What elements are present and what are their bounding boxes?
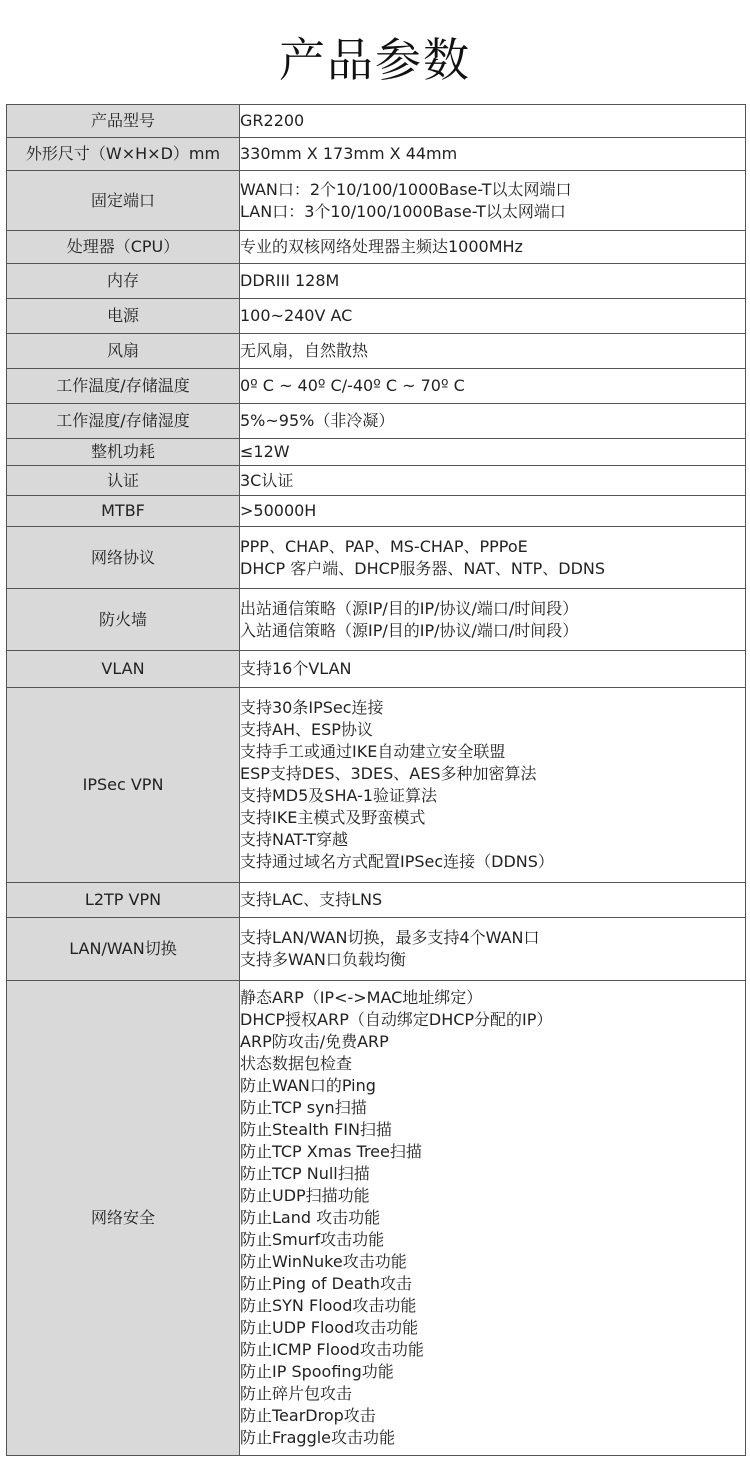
spec-label: 处理器（CPU） (7, 231, 240, 264)
spec-value-line: ARP防攻击/免费ARP (240, 1032, 389, 1051)
spec-value (240, 688, 746, 883)
spec-value-line: DHCP 客户端、DHCP服务器、NAT、NTP、DDNS (240, 558, 606, 578)
spec-value-line: 防止WAN口的Ping (240, 1076, 376, 1095)
spec-value-line: 5%~95%（非冷凝） (240, 411, 395, 430)
spec-value-line: 防止TearDrop攻击 (240, 1406, 376, 1425)
spec-value-line: 专业的双核网络处理器主频达1000MHz (240, 237, 523, 256)
spec-row (7, 369, 746, 404)
spec-label: 整机功耗 (7, 439, 240, 466)
spec-value-line: 支持NAT-T穿越 (240, 830, 349, 849)
spec-value (240, 231, 746, 264)
spec-value-line: 支持通过域名方式配置IPSec连接（DDNS） (240, 852, 554, 871)
spec-value-line: 支持手工或通过IKE自动建立安全联盟 (240, 742, 506, 761)
spec-label: IPSec VPN (7, 688, 240, 883)
spec-value-line: 防止TCP Null扫描 (240, 1164, 370, 1183)
spec-row (7, 231, 746, 264)
spec-label: 外形尺寸（W×H×D）mm (7, 138, 240, 171)
spec-row (7, 138, 746, 171)
spec-row (7, 404, 746, 439)
spec-row (7, 105, 746, 138)
spec-value-line: 防止TCP syn扫描 (240, 1098, 367, 1117)
spec-value-line: 防止TCP Xmas Tree扫描 (240, 1142, 422, 1161)
spec-label: L2TP VPN (7, 883, 240, 918)
spec-row (7, 496, 746, 527)
spec-value-line: 防止UDP扫描功能 (240, 1186, 370, 1205)
spec-value-line: DHCP授权ARP（自动绑定DHCP分配的IP） (240, 1010, 553, 1029)
spec-row (7, 527, 746, 589)
spec-value (240, 883, 746, 918)
spec-label: 电源 (7, 299, 240, 334)
spec-row (7, 918, 746, 981)
spec-label: MTBF (7, 496, 240, 527)
spec-value (240, 105, 746, 138)
spec-value-line: 防止SYN Flood攻击功能 (240, 1296, 417, 1315)
spec-value-line: 防止WinNuke攻击功能 (240, 1252, 407, 1271)
spec-row (7, 466, 746, 496)
spec-value-line: 静态ARP（IP<->MAC地址绑定） (240, 988, 483, 1007)
spec-row (7, 439, 746, 466)
spec-value-line: 支持多WAN口负载均衡 (240, 950, 406, 969)
spec-label: 工作湿度/存储湿度 (7, 404, 240, 439)
spec-value (240, 466, 746, 496)
spec-table (6, 104, 746, 1456)
spec-value-line: 支持30条IPSec连接 (240, 698, 384, 717)
spec-value-line: 防止ICMP Flood攻击功能 (240, 1340, 424, 1359)
page-title: 产品参数 (279, 33, 471, 87)
spec-row (7, 651, 746, 688)
spec-value (240, 439, 746, 466)
spec-label: 内存 (7, 264, 240, 299)
spec-value-line: 支持AH、ESP协议 (240, 720, 373, 739)
spec-value-line: ≤12W (240, 442, 290, 461)
spec-value (240, 527, 746, 589)
spec-value (240, 981, 746, 1456)
spec-value (240, 334, 746, 369)
spec-label: 网络安全 (7, 981, 240, 1456)
spec-value-line: >50000H (240, 501, 317, 520)
spec-value (240, 651, 746, 688)
spec-value (240, 589, 746, 651)
spec-value-line: 支持LAN/WAN切换，最多支持4个WAN口 (240, 928, 540, 947)
spec-value (240, 171, 746, 231)
spec-value-line: 入站通信策略（源IP/目的IP/协议/端口/时间段） (240, 620, 579, 640)
spec-label: VLAN (7, 651, 240, 688)
spec-value (240, 369, 746, 404)
spec-row (7, 883, 746, 918)
spec-value-line: 无风扇，自然散热 (240, 341, 369, 360)
spec-value-line: 防止IP Spoofing功能 (240, 1362, 394, 1381)
spec-value (240, 404, 746, 439)
spec-value-line: 0º C ~ 40º C/-40º C ~ 70º C (240, 376, 465, 395)
spec-row (7, 981, 746, 1456)
spec-label: 网络协议 (7, 527, 240, 589)
spec-value-line: 100~240V AC (240, 306, 353, 325)
spec-value (240, 299, 746, 334)
spec-value-line: 防止Stealth FIN扫描 (240, 1120, 392, 1139)
spec-row (7, 171, 746, 231)
spec-value-line: 防止Land 攻击功能 (240, 1208, 381, 1227)
spec-value-line: 防止Fraggle攻击功能 (240, 1428, 396, 1447)
spec-value-line: 出站通信策略（源IP/目的IP/协议/端口/时间段） (240, 598, 579, 618)
spec-value-line: 支持LAC、支持LNS (240, 890, 383, 909)
spec-table-body (7, 105, 746, 1456)
spec-row (7, 299, 746, 334)
spec-value-line: ESP支持DES、3DES、AES多种加密算法 (240, 764, 537, 783)
spec-row (7, 589, 746, 651)
spec-label: 防火墙 (7, 589, 240, 651)
spec-value-line: DDRIII 128M (240, 271, 340, 290)
spec-label: LAN/WAN切换 (7, 918, 240, 981)
spec-value (240, 496, 746, 527)
spec-value (240, 918, 746, 981)
spec-label: 认证 (7, 466, 240, 496)
spec-value-line: 防止Smurf攻击功能 (240, 1230, 385, 1249)
spec-value-line: 状态数据包检查 (240, 1054, 353, 1073)
spec-value (240, 138, 746, 171)
spec-value-line: 330mm X 173mm X 44mm (240, 144, 458, 163)
spec-value-line: GR2200 (240, 111, 305, 130)
spec-value-line: PPP、CHAP、PAP、MS-CHAP、PPPoE (240, 536, 528, 556)
spec-label: 产品型号 (7, 105, 240, 138)
spec-row (7, 688, 746, 883)
spec-value-line: 3C认证 (240, 470, 294, 490)
spec-row (7, 334, 746, 369)
spec-value-line: 防止Ping of Death攻击 (240, 1274, 413, 1293)
spec-label: 固定端口 (7, 171, 240, 231)
spec-value-line: WAN口：2个10/100/1000Base-T以太网端口 (240, 179, 572, 199)
spec-label: 风扇 (7, 334, 240, 369)
spec-value-line: 支持16个VLAN (240, 659, 352, 678)
spec-value-line: 支持IKE主模式及野蛮模式 (240, 808, 426, 827)
spec-row (7, 264, 746, 299)
spec-value-line: LAN口：3个10/100/1000Base-T以太网端口 (240, 201, 566, 221)
spec-value-line: 防止UDP Flood攻击功能 (240, 1318, 419, 1337)
spec-value-line: 支持MD5及SHA-1验证算法 (240, 786, 438, 805)
spec-label: 工作温度/存储温度 (7, 369, 240, 404)
spec-value (240, 264, 746, 299)
spec-value-line: 防止碎片包攻击 (240, 1384, 353, 1403)
